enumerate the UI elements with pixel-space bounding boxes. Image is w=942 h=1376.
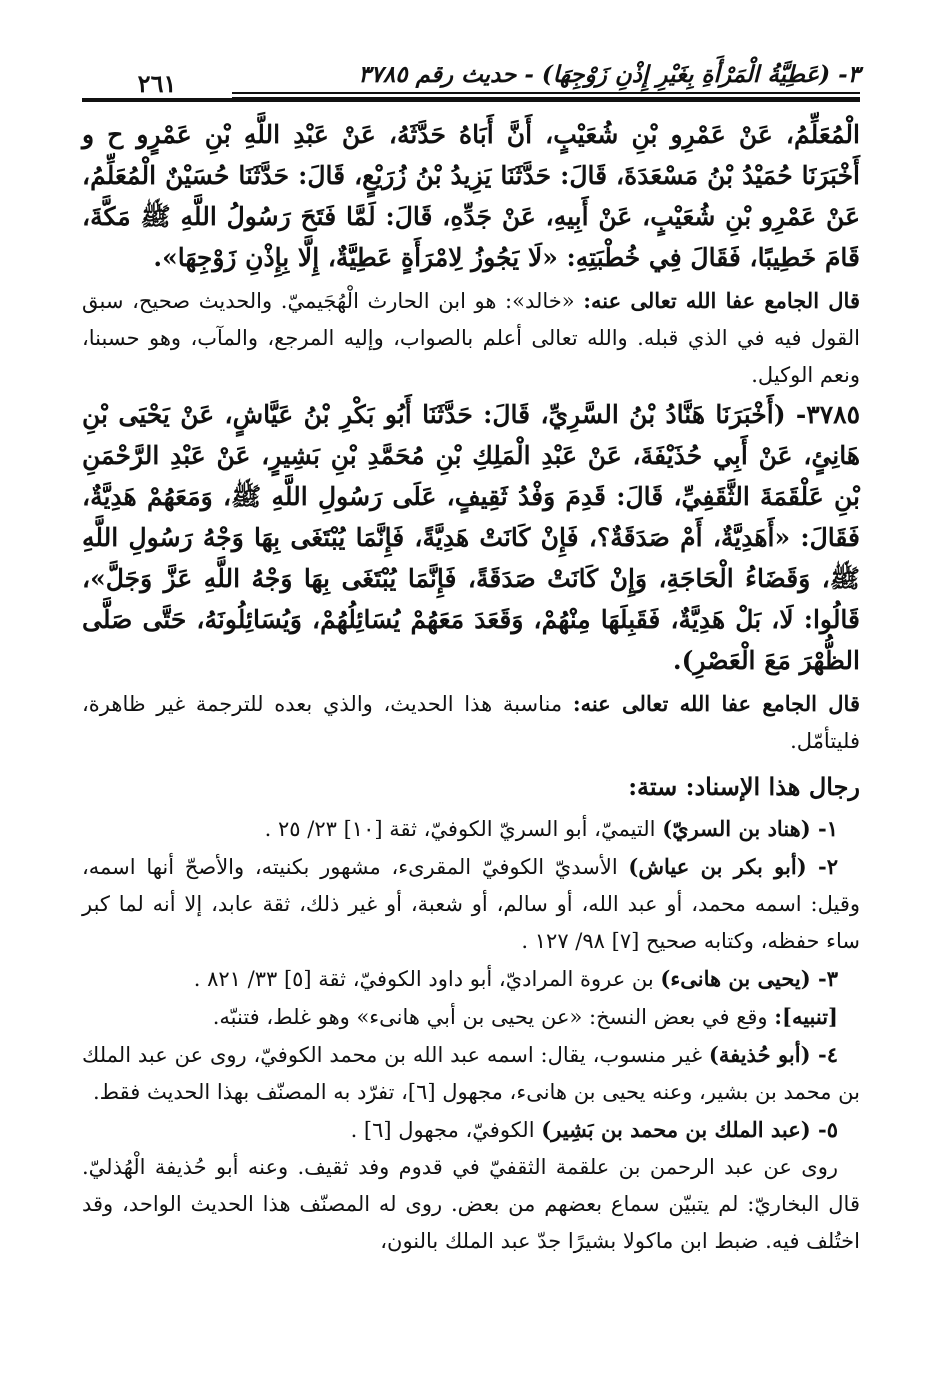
narrator-entry: [82, 848, 860, 960]
page-number-box: [82, 68, 232, 98]
narrator-text: الكوفيّ، مجهول [٦] .: [350, 1118, 535, 1142]
comment-text: مناسبة هذا الحديث، والذي بعده للترجمة غير ظاهرة، فليتأمّل.: [82, 692, 860, 753]
narrator-text: التيميّ، أبو السريّ الكوفيّ، ثقة [١٠] ٢٣/ ٢٥ .: [264, 817, 656, 841]
note-text: وقع في بعض النسخ: «عن يحيى بن أبي هانىء» وهو غلط، فتنبّه.: [212, 1005, 768, 1029]
narrator-name: ٤- (أبو حُذيفة): [708, 1042, 838, 1067]
hadith-3784-ending: الْمُعَلِّمُ، عَنْ عَمْرِو بْنِ شُعَيْبٍ، أَنَّ أَبَاهُ حَدَّثَهُ، عَنْ عَبْدِ اللَّهِ بْنِ عَمْرٍو ح و أَخْبَرَنَا حُمَيْدُ بْنُ مَسْعَدَةَ، قَالَ: حَدَّثَنَا يَزِيدُ بْنُ زُرَيْعٍ، قَالَ: حَدَّثَنَا حُسَيْنٌ الْمُعَلِّمُ، عَنْ عَمْرِو بْنِ شُعَيْبٍ، عَنْ أَبِيهِ، عَنْ جَدِّهِ، قَالَ: لَمَّا فَتَحَ رَسُولُ اللَّهِ ﷺ مَكَّةَ، قَامَ خَطِيبًا، فَقَالَ فِي خُطْبَتِهِ: «لَا يَجُوزُ لِامْرَأَةٍ عَطِيَّةٌ، إِلَّا بِإِذْنِ زَوْجِهَا».: [82, 120, 860, 272]
note-entry: [82, 998, 860, 1036]
compiler-comment-2: [82, 685, 860, 760]
narrator-entry: [82, 960, 860, 998]
page-number: ٢٦١: [137, 68, 177, 98]
narrator-name: ٥- (عبد الملك بن محمد بن بَشِير): [541, 1117, 838, 1142]
page-body: [82, 114, 860, 1260]
narrator-entry: [82, 1111, 860, 1149]
narrator-text: غير منسوب، يقال: اسمه عبد الله بن محمد الكوفيّ، روى عن عبد الملك بن محمد بن بشير، وعنه يحيى بن هانىء، مجهول [٦]، تفرّد به المصنّف بهذا الحديث فقط.: [82, 1043, 860, 1104]
narrator-name: ٣- (يحيى بن هانىء): [660, 966, 838, 991]
narrator-name: ٢- (أبو بكر بن عياش): [628, 854, 838, 879]
narrator-entry: [82, 1036, 860, 1111]
narrator-text: الأسديّ الكوفيّ المقرىء، مشهور بكنيته، والأصحّ أنها اسمه، وقيل: اسمه محمد، أو عبد الله، أو سالم، أو شعبة، أو غير ذلك، ثقة عابد، إلا أنه لما كبر ساء حفظه، وكتابه صحيح [٧] ٩٨/ ١٢٧ .: [82, 855, 860, 953]
hadith-3785: ٣٧٨٥- (أَخْبَرَنَا هَنَّادُ بْنُ السَّرِيِّ، قَالَ: حَدَّثَنَا أَبُو بَكْرِ بْنُ عَيَّاشٍ، عَنْ يَحْيَى بْنِ هَانِئٍ، عَنْ أَبِي حُذَيْفَةَ، عَنْ عَبْدِ الْمَلِكِ بْنِ مُحَمَّدِ بْنِ بَشِيرٍ، عَنْ عَبْدِ الرَّحْمَنِ بْنِ عَلْقَمَةَ الثَّقَفِيِّ، قَالَ: قَدِمَ وَفْدُ ثَقِيفٍ، عَلَى رَسُولِ اللَّهِ ﷺ، وَمَعَهُمْ هَدِيَّةٌ، فَقَالَ: «أَهَدِيَّةٌ، أَمْ صَدَقَةٌ؟، فَإِنْ كَانَتْ هَدِيَّةً، فَإِنَّمَا يُبْتَغَى بِهَا وَجْهُ رَسُولِ اللَّهِ ﷺ، وَقَضَاءُ الْحَاجَةِ، وَإِنْ كَانَتْ صَدَقَةً، فَإِنَّمَا يُبْتَغَى بِهَا وَجْهُ اللَّهِ عَزَّ وَجَلَّ»، قَالُوا: لَا، بَلْ هَدِيَّةٌ، فَقَبِلَهَا مِنْهُمْ، وَقَعَدَ مَعَهُمْ يُسَائِلُهُمْ، وَيُسَائِلُونَهُ، حَتَّى صَلَّى الظُّهْرَ مَعَ الْعَصْرِ).: [82, 400, 860, 675]
compiler-comment-1: [82, 282, 860, 394]
section-title: رجال هذا الإسناد: ستة:: [628, 772, 860, 801]
comment-lead: قال الجامع عفا الله تعالى عنه:: [572, 691, 860, 716]
narrator-text: بن عروة المراديّ، أبو داود الكوفيّ، ثقة [٥] ٣٣/ ٨٢١ .: [193, 967, 654, 991]
narrator-entry: [82, 810, 860, 848]
narrator-5-details: روى عن عبد الرحمن بن علقمة الثقفيّ في قدوم وفد ثقيف. وعنه أبو حُذيفة الْهُذليّ. قال البخاريّ: لم يتبيّن سماع بعضهم من بعض. روى له المصنّف هذا الحديث الواحد، وقد اختُلف فيه. ضبط ابن ماكولا بشيرًا جدّ عبد الملك بالنون،: [82, 1155, 860, 1253]
comment-text: «خالد»: هو ابن الحارث الْهُجَيميّ. والحديث صحيح، سبق القول فيه في الذي قبله. والله تعالى أعلم بالصواب، وإليه المرجع، والمآب، وهو حسبنا، ونعم الوكيل.: [82, 289, 860, 387]
comment-lead: قال الجامع عفا الله تعالى عنه:: [583, 288, 860, 313]
note-label: [تنبيه]:: [774, 1004, 838, 1029]
chapter-title: ٣- (عَطِيَّةُ الْمَرْأَةِ بِغَيْرِ إِذْنِ زَوْجِهَا) - حديث رقم ٣٧٨٥: [358, 61, 860, 88]
narrator-name: ١- (هناد بن السريّ): [662, 816, 838, 841]
